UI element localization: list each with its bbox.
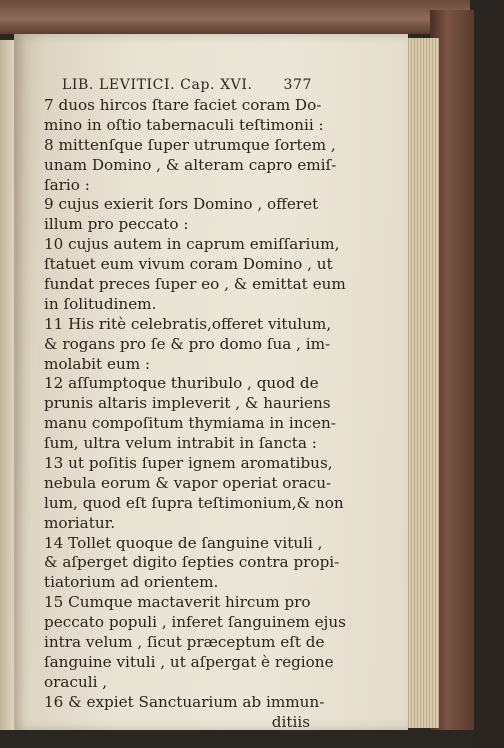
text-line: 8 mittenſque ſuper utrumque ſortem , bbox=[44, 135, 336, 154]
text-line: & aſperget digito ſepties contra propi- bbox=[44, 553, 340, 572]
text-line: 16 & expiet Sanctuarium ab immun- bbox=[44, 692, 325, 711]
text-line: peccato populi , inferet ſanguinem ejus bbox=[44, 613, 346, 632]
text-line: illum pro peccato : bbox=[44, 215, 189, 234]
text-line: in ſolitudinem. bbox=[44, 294, 157, 313]
text-line: moriatur. bbox=[44, 513, 116, 532]
text-line: prunis altaris impleverit , & hauriens bbox=[44, 394, 331, 413]
text-line: 15 Cumque mactaverit hircum pro bbox=[44, 593, 311, 612]
text-line: ſtatuet eum vivum coram Domino , ut bbox=[44, 255, 333, 274]
text-line: 11 His ritè celebratis,offeret vitulum, bbox=[44, 314, 332, 333]
text-line: ſanguine vituli , ut aſpergat è regione bbox=[44, 652, 334, 671]
text-line: & rogans pro ſe & pro domo ſua , im- bbox=[44, 334, 331, 353]
page-number: 377 bbox=[283, 77, 312, 93]
text-line: tiatorium ad orientem. bbox=[44, 573, 219, 592]
background bbox=[474, 0, 504, 748]
text-line: lum, quod eſt ſupra teſtimonium,& non bbox=[44, 493, 344, 512]
text-line: 13 ut poſitis ſuper ignem aromatibus, bbox=[44, 454, 333, 473]
text-line: mino in oſtio tabernaculi teſtimonii : bbox=[44, 115, 324, 134]
text-line: oraculi , bbox=[44, 672, 108, 691]
text-line: molabit eum : bbox=[44, 354, 151, 373]
page-body-text bbox=[44, 96, 346, 733]
text-line: 14 Tollet quoque de ſanguine vituli , bbox=[44, 533, 323, 552]
text-line: 12 aſſumptoque thuribulo , quod de bbox=[44, 374, 319, 393]
text-line: fundat preces ſuper eo , & emittat eum bbox=[44, 275, 346, 294]
page-header bbox=[62, 77, 312, 97]
text-line: ſum, ultra velum intrabit in ſancta : bbox=[44, 434, 317, 453]
text-line: 7 duos hircos ſtare faciet coram Do- bbox=[44, 96, 322, 114]
text-line: unam Domino , & alteram capro emiſ- bbox=[44, 155, 337, 174]
text-line: nebula eorum & vapor operiat oracu- bbox=[44, 473, 332, 492]
text-line: 9 cujus exierit ſors Domino , offeret bbox=[44, 195, 319, 214]
book-cover-top bbox=[0, 0, 470, 34]
text-line: 10 cujus autem in caprum emiſſarium, bbox=[44, 235, 340, 254]
running-head: LIB. LEVITICI. Cap. XVI. bbox=[62, 77, 253, 93]
text-line: manu compoſitum thymiama in incen- bbox=[44, 414, 336, 433]
text-line: ditiis bbox=[271, 712, 310, 731]
text-line: ſario : bbox=[44, 175, 90, 194]
text-line: intra velum , ſicut præceptum eſt de bbox=[44, 633, 325, 652]
